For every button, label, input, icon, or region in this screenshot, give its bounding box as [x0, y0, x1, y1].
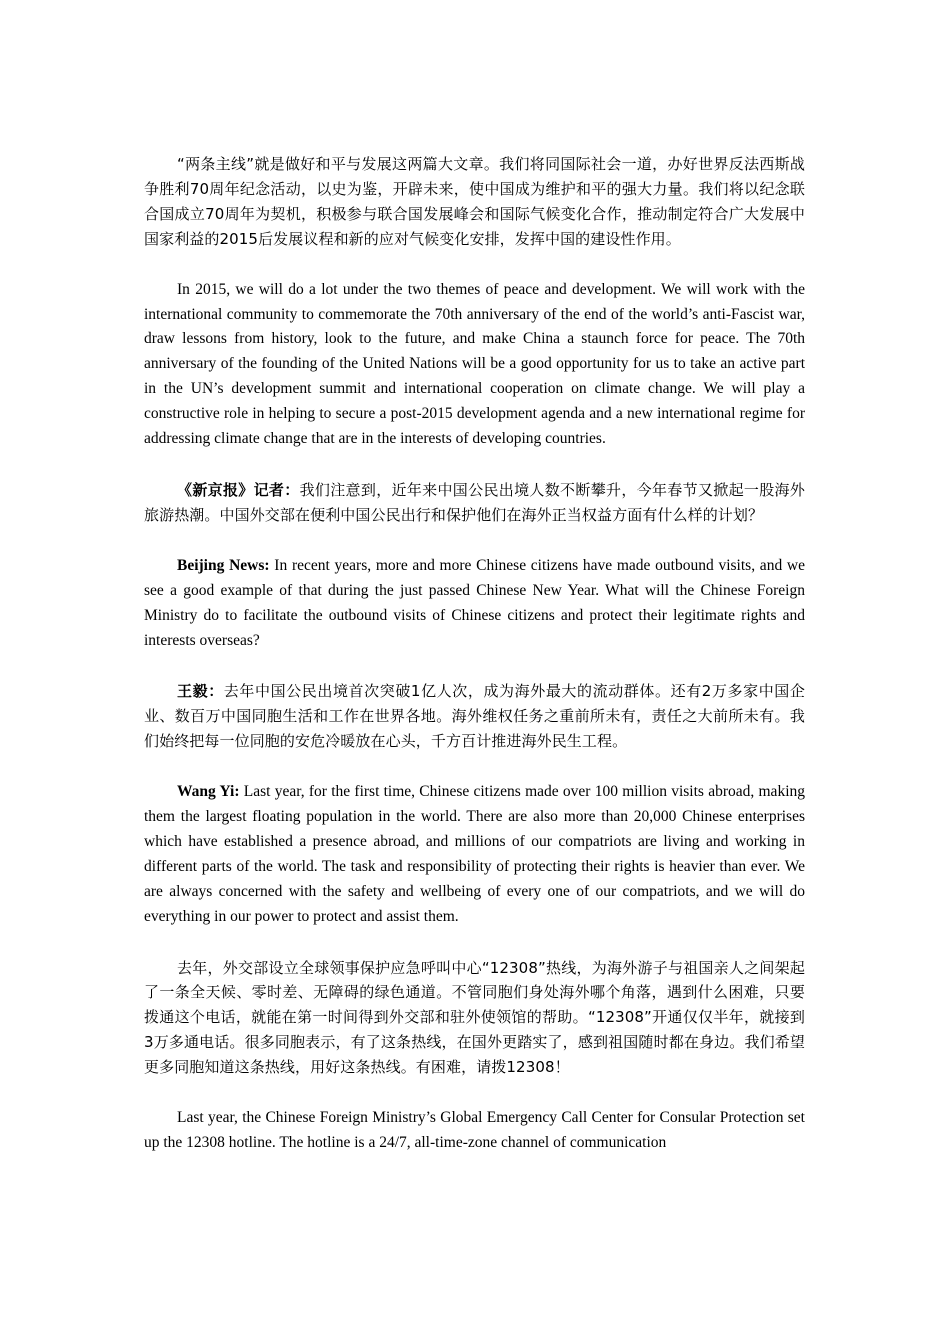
paragraph-text: In recent years, more and more Chinese citizens have made outbound visits, and we see a good example of that during the just passed Chinese New Year. What will the Chinese Foreign Ministry do to facilitate the outbound visits of Chinese citizens and protect their legitimate rights and interests overseas?	[144, 556, 805, 649]
paragraph-text: In 2015, we will do a lot under the two themes of peace and development. We will work with the international community to commemorate the 70th anniversary of the end of the world’s anti-Fascist war, draw lessons from history, look to the future, and make China a staunch force for peace. The 70th anniversary of the founding of the United Nations will be a good opportunity for us to take an active part in the UN’s development summit and international cooperation on climate change. We will play a constructive role in helping to secure a post-2015 development agenda and a new international regime for addressing climate change that are in the interests of developing countries.	[144, 280, 805, 448]
speaker-label: 王毅：	[177, 682, 224, 701]
paragraph-zh-wang-yi-answer	[144, 679, 805, 754]
paragraph-en-beijing-news-question	[144, 554, 805, 654]
paragraph-text: Last year, the Chinese Foreign Ministry’s Global Emergency Call Center for Consular Protection set up the 12308 hotline. The hotline is a 24/7, all-time-zone channel of communication	[144, 1109, 805, 1151]
paragraph-zh-two-themes	[144, 152, 805, 252]
document-page	[144, 152, 805, 1182]
paragraph-en-two-themes	[144, 278, 805, 452]
paragraph-en-wang-yi-answer	[144, 780, 805, 929]
paragraph-en-hotline	[144, 1106, 805, 1156]
speaker-label: Wang Yi:	[177, 783, 240, 801]
paragraph-text: Last year, for the first time, Chinese citizens made over 100 million visits abroad, making them the largest floating population in the world. There are also more than 20,000 Chinese enterprises which have established a presence abroad, and millions of our compatriots are living and working in different parts of the world. The task and responsibility of protecting their rights is heavier than ever. We are always concerned with the safety and wellbeing of every one of our compatriots, and we will do everything in our power to protect and assist them.	[144, 783, 805, 925]
paragraph-text: 我们注意到，近年来中国公民出境人数不断攀升，今年春节又掀起一股海外旅游热潮。中国外交部在便利中国公民出行和保护他们在海外正当权益方面有什么样的计划？	[144, 480, 805, 524]
speaker-label: Beijing News:	[177, 556, 270, 574]
speaker-label: 《新京报》记者：	[177, 480, 300, 499]
paragraph-zh-hotline	[144, 956, 805, 1081]
paragraph-text: 去年中国公民出境首次突破1亿人次，成为海外最大的流动群体。还有2万多家中国企业、数百万中国同胞生活和工作在世界各地。海外维权任务之重前所未有，责任之大前所未有。我们始终把每一位同胞的安危冷暖放在心头，千方百计推进海外民生工程。	[144, 682, 805, 751]
paragraph-text: 去年，外交部设立全球领事保护应急呼叫中心“12308”热线，为海外游子与祖国亲人之间架起了一条全天候、零时差、无障碍的绿色通道。不管同胞们身处海外哪个角落，遇到什么困难，只要拨通这个电话，就能在第一时间得到外交部和驻外使领馆的帮助。“12308”开通仅仅半年，就接到3万多通电话。很多同胞表示，有了这条热线，在国外更踏实了，感到祖国随时都在身边。我们希望更多同胞知道这条热线，用好这条热线。有困难，请拨12308！	[144, 958, 805, 1077]
paragraph-text: “两条主线”就是做好和平与发展这两篇大文章。我们将同国际社会一道，办好世界反法西斯战争胜利70周年纪念活动，以史为鉴，开辟未来，使中国成为维护和平的强大力量。我们将以纪念联合国成立70周年为契机，积极参与联合国发展峰会和国际气候变化合作，推动制定符合广大发展中国家利益的2015后发展议程和新的应对气候变化安排，发挥中国的建设性作用。	[144, 155, 805, 248]
paragraph-zh-beijing-news-question	[144, 478, 805, 528]
